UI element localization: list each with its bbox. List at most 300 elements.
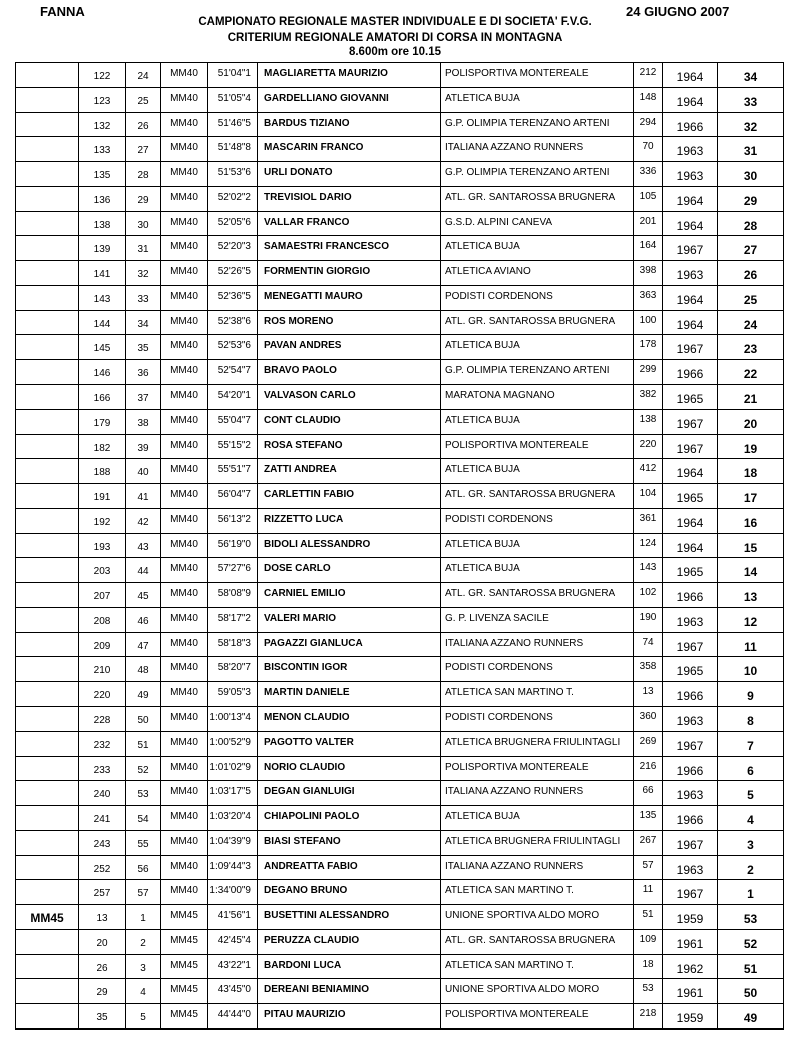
table-row [16,459,783,484]
overall-rank: 132 [93,120,111,132]
club-code-cell [633,955,662,979]
finish-time: 42'45"4 [217,934,251,946]
club-name: ATLETICA BRUGNERA FRIULINTAGLI [445,736,621,748]
points: 10 [743,664,758,679]
category-code: MM40 [170,315,198,327]
club-name: MARATONA MAGNANO [445,390,555,401]
overall-rank-cell [78,583,125,607]
club-code: 382 [639,389,657,400]
points: 3 [747,837,754,852]
category-rank-cell [125,385,160,409]
birth-year: 1959 [676,912,704,927]
finish-time: 56'13"2 [217,513,251,525]
birth-year-cell [662,880,717,904]
points-cell [717,930,783,954]
club-name: ATL. GR. SANTAROSSA BRUGNERA [445,934,616,946]
club-name-cell [440,880,633,904]
category-code-cell [160,459,207,483]
overall-rank-cell [78,732,125,756]
club-name-cell [440,930,633,954]
finish-time-cell [207,633,257,657]
finish-time: 56'04"7 [217,489,251,501]
club-name: ATLETICA SAN MARTINO T. [445,687,574,699]
club-name-cell [440,633,633,657]
category-rank: 57 [137,888,149,900]
overall-rank-cell [78,137,125,161]
category-label-cell [16,212,78,236]
category-code: MM40 [170,662,198,674]
category-rank-cell [125,657,160,681]
athlete-name-cell [257,657,440,681]
points: 32 [743,119,758,134]
category-rank: 44 [137,566,149,578]
category-code: MM40 [170,290,198,302]
championship-title: CAMPIONATO REGIONALE MASTER INDIVIDUALE E DI SOCIETA' F.V.G. [198,16,592,28]
category-code: MM40 [170,736,198,748]
birth-year: 1963 [676,788,704,803]
race-date: 24 GIUGNO 2007 [626,4,730,19]
table-row [16,360,783,385]
category-code-cell [160,335,207,359]
birth-year-cell [662,385,717,409]
club-name-cell [440,979,633,1003]
points: 6 [747,763,754,778]
table-row [16,558,783,583]
category-rank-cell [125,905,160,929]
birth-year-cell [662,657,717,681]
finish-time: 58'20"7 [217,662,251,674]
overall-rank-cell [78,236,125,260]
overall-rank: 133 [93,145,111,157]
category-rank: 29 [137,194,149,206]
points: 5 [747,788,754,803]
category-rank: 39 [137,442,149,454]
table-row [16,979,783,1004]
birth-year: 1965 [676,392,704,406]
club-name-cell [440,137,633,161]
category-code-cell [160,856,207,880]
category-label-cell [16,558,78,582]
birth-year: 1967 [676,738,704,753]
club-name: ATLETICA BUJA [445,241,520,253]
birth-year: 1963 [676,714,704,728]
points: 4 [747,813,754,828]
points: 9 [747,689,754,704]
birth-year: 1964 [676,466,704,481]
category-label-cell [16,162,78,186]
athlete-name-cell [257,856,440,880]
club-code-cell [633,979,662,1003]
points-cell [717,162,783,186]
birth-year-cell [662,261,717,285]
points-cell [717,905,783,929]
table-row [16,608,783,633]
finish-time: 1:34'00"9 [209,885,251,897]
club-code: 53 [642,983,654,995]
club-code-cell [633,286,662,310]
table-row [16,162,783,187]
club-code-cell [633,385,662,409]
birth-year: 1965 [676,565,704,580]
category-rank: 54 [137,814,149,826]
finish-time: 1:04'39"9 [209,835,251,847]
athlete-name: CARNIEL EMILIO [264,588,346,600]
category-label-cell [16,311,78,335]
category-code: MM40 [170,786,198,798]
birth-year: 1963 [676,169,704,184]
birth-year-cell [662,335,717,359]
category-rank: 37 [137,393,149,404]
club-name-cell [440,261,633,285]
athlete-name-cell [257,137,440,161]
athlete-name: BIASI STEFANO [264,835,341,847]
club-name: ATL. GR. SANTAROSSA BRUGNERA [445,588,616,600]
club-name-cell [440,162,633,186]
category-code-cell [160,534,207,558]
category-code-cell [160,261,207,285]
overall-rank: 145 [93,343,111,355]
club-code-cell [633,509,662,533]
category-rank: 32 [137,269,149,281]
club-name: ATL. GR. SANTAROSSA BRUGNERA [445,191,616,203]
overall-rank: 241 [93,814,111,826]
finish-time-cell [207,979,257,1003]
points: 34 [743,70,758,84]
finish-time: 51'04"1 [217,68,251,79]
category-rank: 48 [137,665,149,677]
finish-time-cell [207,880,257,904]
category-rank-cell [125,137,160,161]
table-row [16,682,783,707]
category-rank-cell [125,335,160,359]
finish-time-cell [207,261,257,285]
category-rank: 24 [137,71,149,82]
athlete-name-cell [257,286,440,310]
finish-time-cell [207,955,257,979]
category-code-cell [160,360,207,384]
points-cell [717,236,783,260]
club-code-cell [633,781,662,805]
category-code-cell [160,435,207,459]
category-code-cell [160,633,207,657]
birth-year-cell [662,558,717,582]
category-code-cell [160,955,207,979]
category-code: MM40 [170,340,198,352]
finish-time-cell [207,583,257,607]
athlete-name-cell [257,979,440,1003]
birth-year-cell [662,435,717,459]
finish-time-cell [207,682,257,706]
finish-time-cell [207,459,257,483]
finish-time: 1:09'44"3 [209,860,251,872]
club-code: 336 [639,166,657,178]
points-cell [717,806,783,830]
club-name: ITALIANA AZZANO RUNNERS [445,860,584,872]
birth-year-cell [662,856,717,880]
birth-year: 1967 [676,243,704,258]
category-code: MM40 [170,588,198,600]
overall-rank-cell [78,484,125,508]
category-code: MM40 [170,464,198,476]
birth-year-cell [662,459,717,483]
points: 50 [743,986,758,1001]
athlete-name-cell [257,930,440,954]
club-code: 212 [639,67,657,78]
club-code: 18 [642,958,654,970]
category-label-cell [16,930,78,954]
category-rank-cell [125,212,160,236]
athlete-name: DOSE CARLO [264,563,331,575]
category-rank-cell [125,682,160,706]
finish-time: 52'36"5 [217,290,251,302]
birth-year-cell [662,979,717,1003]
points: 22 [743,367,758,382]
birth-year: 1966 [676,119,704,134]
club-name-cell [440,286,633,310]
table-row [16,113,783,138]
points: 1 [747,887,754,902]
category-code: MM40 [170,538,198,550]
finish-time-cell [207,831,257,855]
club-code: 269 [639,735,657,747]
birth-year-cell [662,781,717,805]
category-rank-cell [125,979,160,1003]
points: 11 [744,639,757,654]
category-rank: 49 [137,690,149,702]
category-label-cell [16,88,78,112]
category-rank: 46 [137,615,149,627]
category-code: MM40 [170,241,198,253]
club-name: UNIONE SPORTIVA ALDO MORO [445,984,600,996]
overall-rank-cell [78,558,125,582]
table-row [16,88,783,113]
points-cell [717,955,783,979]
athlete-name-cell [257,955,440,979]
category-code-cell [160,583,207,607]
finish-time-cell [207,930,257,954]
athlete-name: MARTIN DANIELE [264,687,350,699]
finish-time-cell [207,236,257,260]
athlete-name-cell [257,113,440,137]
finish-time-cell [207,212,257,236]
category-rank: 50 [137,715,149,726]
finish-time: 1:03'20"4 [209,811,251,823]
finish-time-cell [207,905,257,929]
finish-time-cell [207,509,257,533]
athlete-name: CHIAPOLINI PAOLO [264,811,360,823]
club-name: G. P. LIVENZA SACILE [445,612,549,624]
finish-time-cell [207,608,257,632]
category-label-cell [16,880,78,904]
club-name: POLISPORTIVA MONTEREALE [445,1009,589,1021]
overall-rank-cell [78,88,125,112]
club-code-cell [633,261,662,285]
athlete-name: ANDREATTA FABIO [264,860,358,872]
category-rank: 2 [140,937,146,949]
birth-year-cell [662,88,717,112]
finish-time-cell [207,1004,257,1028]
category-rank-cell [125,63,160,87]
overall-rank-cell [78,657,125,681]
club-code-cell [633,335,662,359]
category-label-cell [16,113,78,137]
birth-year-cell [662,682,717,706]
overall-rank: 240 [93,789,111,801]
club-code: 109 [639,933,657,945]
athlete-name: BRAVO PAOLO [264,365,337,377]
category-label-cell [16,236,78,260]
finish-time: 55'51"7 [217,464,251,476]
finish-time-cell [207,385,257,409]
overall-rank: 29 [96,987,108,999]
club-code: 11 [642,884,654,896]
finish-time-cell [207,137,257,161]
athlete-name-cell [257,757,440,781]
category-code-cell [160,63,207,87]
finish-time: 52'38"6 [217,315,251,327]
club-code: 138 [639,413,657,425]
finish-time: 51'46"5 [217,117,251,129]
club-name-cell [440,781,633,805]
category-rank: 40 [137,467,149,479]
club-code: 66 [642,785,654,797]
finish-time-cell [207,187,257,211]
overall-rank: 232 [93,739,111,751]
category-label-cell [16,484,78,508]
club-name: ATL. GR. SANTAROSSA BRUGNERA [445,489,616,501]
category-label-cell [16,459,78,483]
club-name: ITALIANA AZZANO RUNNERS [445,142,584,154]
finish-time: 52'05"6 [217,216,251,228]
birth-year: 1967 [676,639,704,654]
category-code: MM40 [170,266,198,278]
athlete-name: PERUZZA CLAUDIO [264,934,360,946]
club-code-cell [633,757,662,781]
category-rank-cell [125,484,160,508]
category-label-cell [16,633,78,657]
club-code: 220 [639,438,657,450]
points: 23 [743,342,758,357]
category-code-cell [160,88,207,112]
category-rank-cell [125,261,160,285]
athlete-name: BUSETTINI ALESSANDRO [264,910,390,922]
finish-time: 1:00'52"9 [209,736,251,748]
points: 17 [743,491,758,506]
category-rank-cell [125,707,160,731]
club-code-cell [633,410,662,434]
club-name-cell [440,335,633,359]
points-cell [717,732,783,756]
finish-time: 41'56"1 [217,910,251,922]
club-code: 363 [639,289,657,301]
athlete-name: VALVASON CARLO [264,390,356,401]
athlete-name: BARDONI LUCA [264,959,342,971]
category-code: MM45 [170,934,198,946]
finish-time-cell [207,360,257,384]
overall-rank: 135 [93,170,111,182]
finish-time-cell [207,781,257,805]
club-code-cell [633,856,662,880]
club-code-cell [633,88,662,112]
club-code-cell [633,707,662,731]
finish-time-cell [207,757,257,781]
overall-rank: 208 [93,615,111,627]
race-location: FANNA [40,4,85,19]
athlete-name: PAVAN ANDRES [264,340,342,352]
category-label-cell [16,979,78,1003]
category-code-cell [160,113,207,137]
category-code-cell [160,137,207,161]
finish-time: 59'05"3 [217,687,251,699]
overall-rank-cell [78,261,125,285]
category-code-cell [160,484,207,508]
overall-rank-cell [78,880,125,904]
overall-rank: 179 [93,417,111,429]
club-name-cell [440,732,633,756]
club-code-cell [633,236,662,260]
birth-year-cell [662,806,717,830]
club-code-cell [633,311,662,335]
athlete-name-cell [257,212,440,236]
points-cell [717,856,783,880]
table-row [16,311,783,336]
finish-time: 58'17"2 [217,612,251,624]
birth-year-cell [662,955,717,979]
finish-time: 43'45"0 [217,984,251,996]
club-name: PODISTI CORDENONS [445,712,553,723]
club-code: 361 [639,512,657,524]
category-rank-cell [125,633,160,657]
club-code-cell [633,831,662,855]
finish-time: 43'22"1 [217,959,251,971]
overall-rank-cell [78,435,125,459]
category-label-cell [16,509,78,533]
category-rank-cell [125,955,160,979]
birth-year: 1964 [676,94,704,109]
club-name-cell [440,707,633,731]
club-name-cell [440,856,633,880]
finish-time: 57'27"6 [217,563,251,575]
overall-rank: 143 [93,293,111,305]
athlete-name-cell [257,682,440,706]
category-code-cell [160,806,207,830]
overall-rank: 123 [93,95,111,107]
athlete-name: MASCARIN FRANCO [264,142,364,154]
birth-year-cell [662,732,717,756]
birth-year: 1961 [676,936,704,951]
club-code: 218 [639,1008,657,1020]
athlete-name-cell [257,459,440,483]
category-code: MM40 [170,885,198,897]
finish-time: 58'18"3 [217,637,251,649]
category-rank: 27 [137,145,149,157]
category-label-cell [16,955,78,979]
category-code: MM40 [170,365,198,377]
athlete-name-cell [257,534,440,558]
birth-year-cell [662,162,717,186]
club-name-cell [440,236,633,260]
points: 31 [743,144,758,159]
overall-rank: 13 [96,913,108,925]
athlete-name-cell [257,831,440,855]
category-code-cell [160,558,207,582]
overall-rank: 122 [93,71,111,82]
athlete-name-cell [257,187,440,211]
birth-year: 1966 [676,689,704,704]
category-rank: 53 [137,789,149,801]
category-label-cell [16,435,78,459]
club-code-cell [633,657,662,681]
